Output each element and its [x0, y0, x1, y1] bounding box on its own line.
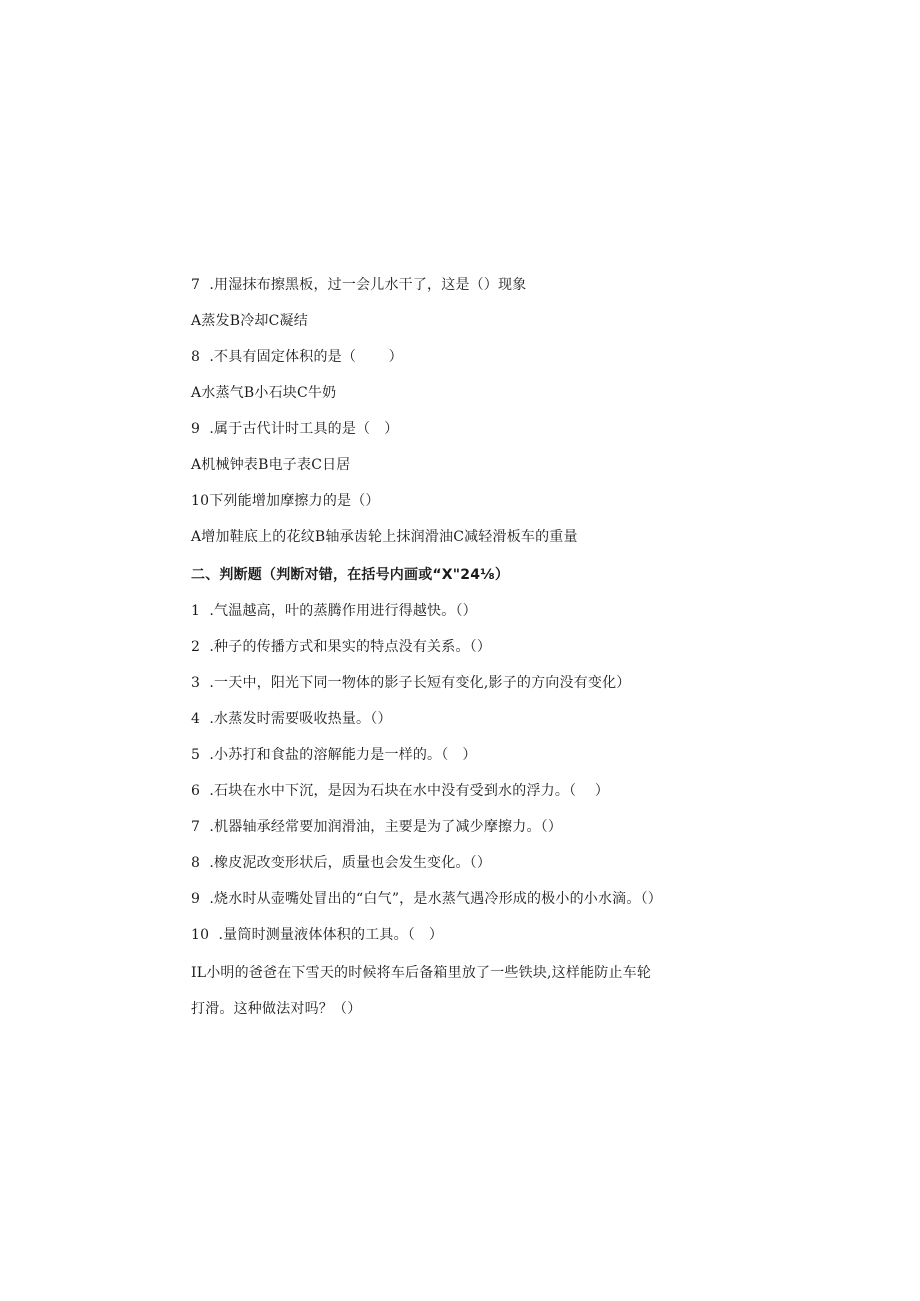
judge-item-4: 4 .水蒸发时需要吸收热量。（） — [191, 711, 392, 727]
judge-item-1: 1 .气温越高，叶的蒸腾作用进行得越快。（） — [191, 603, 477, 619]
question-10-stem: 10下列能增加摩擦力的是（） — [191, 493, 380, 509]
judge-item-7: 7 .机器轴承经常要加润滑油，主要是为了减少摩擦力。（） — [191, 819, 563, 835]
question-7-options: A蒸发B冷却C凝结 — [191, 313, 308, 329]
judge-item-2: 2 .种子的传播方式和果实的特点没有关系。（） — [191, 639, 492, 655]
judge-item-3: 3 .一天中，阳光下同一物体的影子长短有变化,影子的方向没有变化） — [191, 675, 631, 691]
question-7-stem: 7 .用湿抹布擦黑板，过一会儿水干了，这是（）现象 — [191, 277, 527, 293]
section-heading-true-false: 二、判断题（判断对错，在括号内画或“X"24⅛） — [191, 567, 510, 583]
judge-item-6: 6 .石块在水中下沉，是因为石块在水中没有受到水的浮力。（ ） — [191, 783, 610, 799]
question-8-stem: 8 .不具有固定体积的是（ ） — [191, 349, 403, 365]
judge-item-10: 10 .量筒时测量液体体积的工具。（ ） — [191, 927, 444, 943]
question-10-options: A增加鞋底上的花纹B轴承齿轮上抹润滑油C减轻滑板车的重量 — [191, 529, 578, 545]
judge-item-11-line-2: 打滑。这种做法对吗？（） — [191, 1001, 362, 1017]
question-8-options: A水蒸气B小石块C牛奶 — [191, 385, 337, 401]
judge-item-5: 5 .小苏打和食盐的溶解能力是一样的。（ ） — [191, 747, 477, 763]
question-9-options: A机械钟表B电子表C日居 — [191, 457, 351, 473]
judge-item-9: 9 .烧水时从壶嘴处冒出的“白气”，是水蒸气遇冷形成的极小的小水滴。（） — [191, 891, 662, 907]
question-9-stem: 9 .属于古代计时工具的是（ ） — [191, 421, 399, 437]
judge-item-11-line-1: IL小明的爸爸在下雪天的时候将车后备箱里放了一些铁块,这样能防止车轮 — [191, 965, 652, 981]
judge-item-8: 8 .橡皮泥改变形状后，质量也会发生变化。（） — [191, 855, 492, 871]
